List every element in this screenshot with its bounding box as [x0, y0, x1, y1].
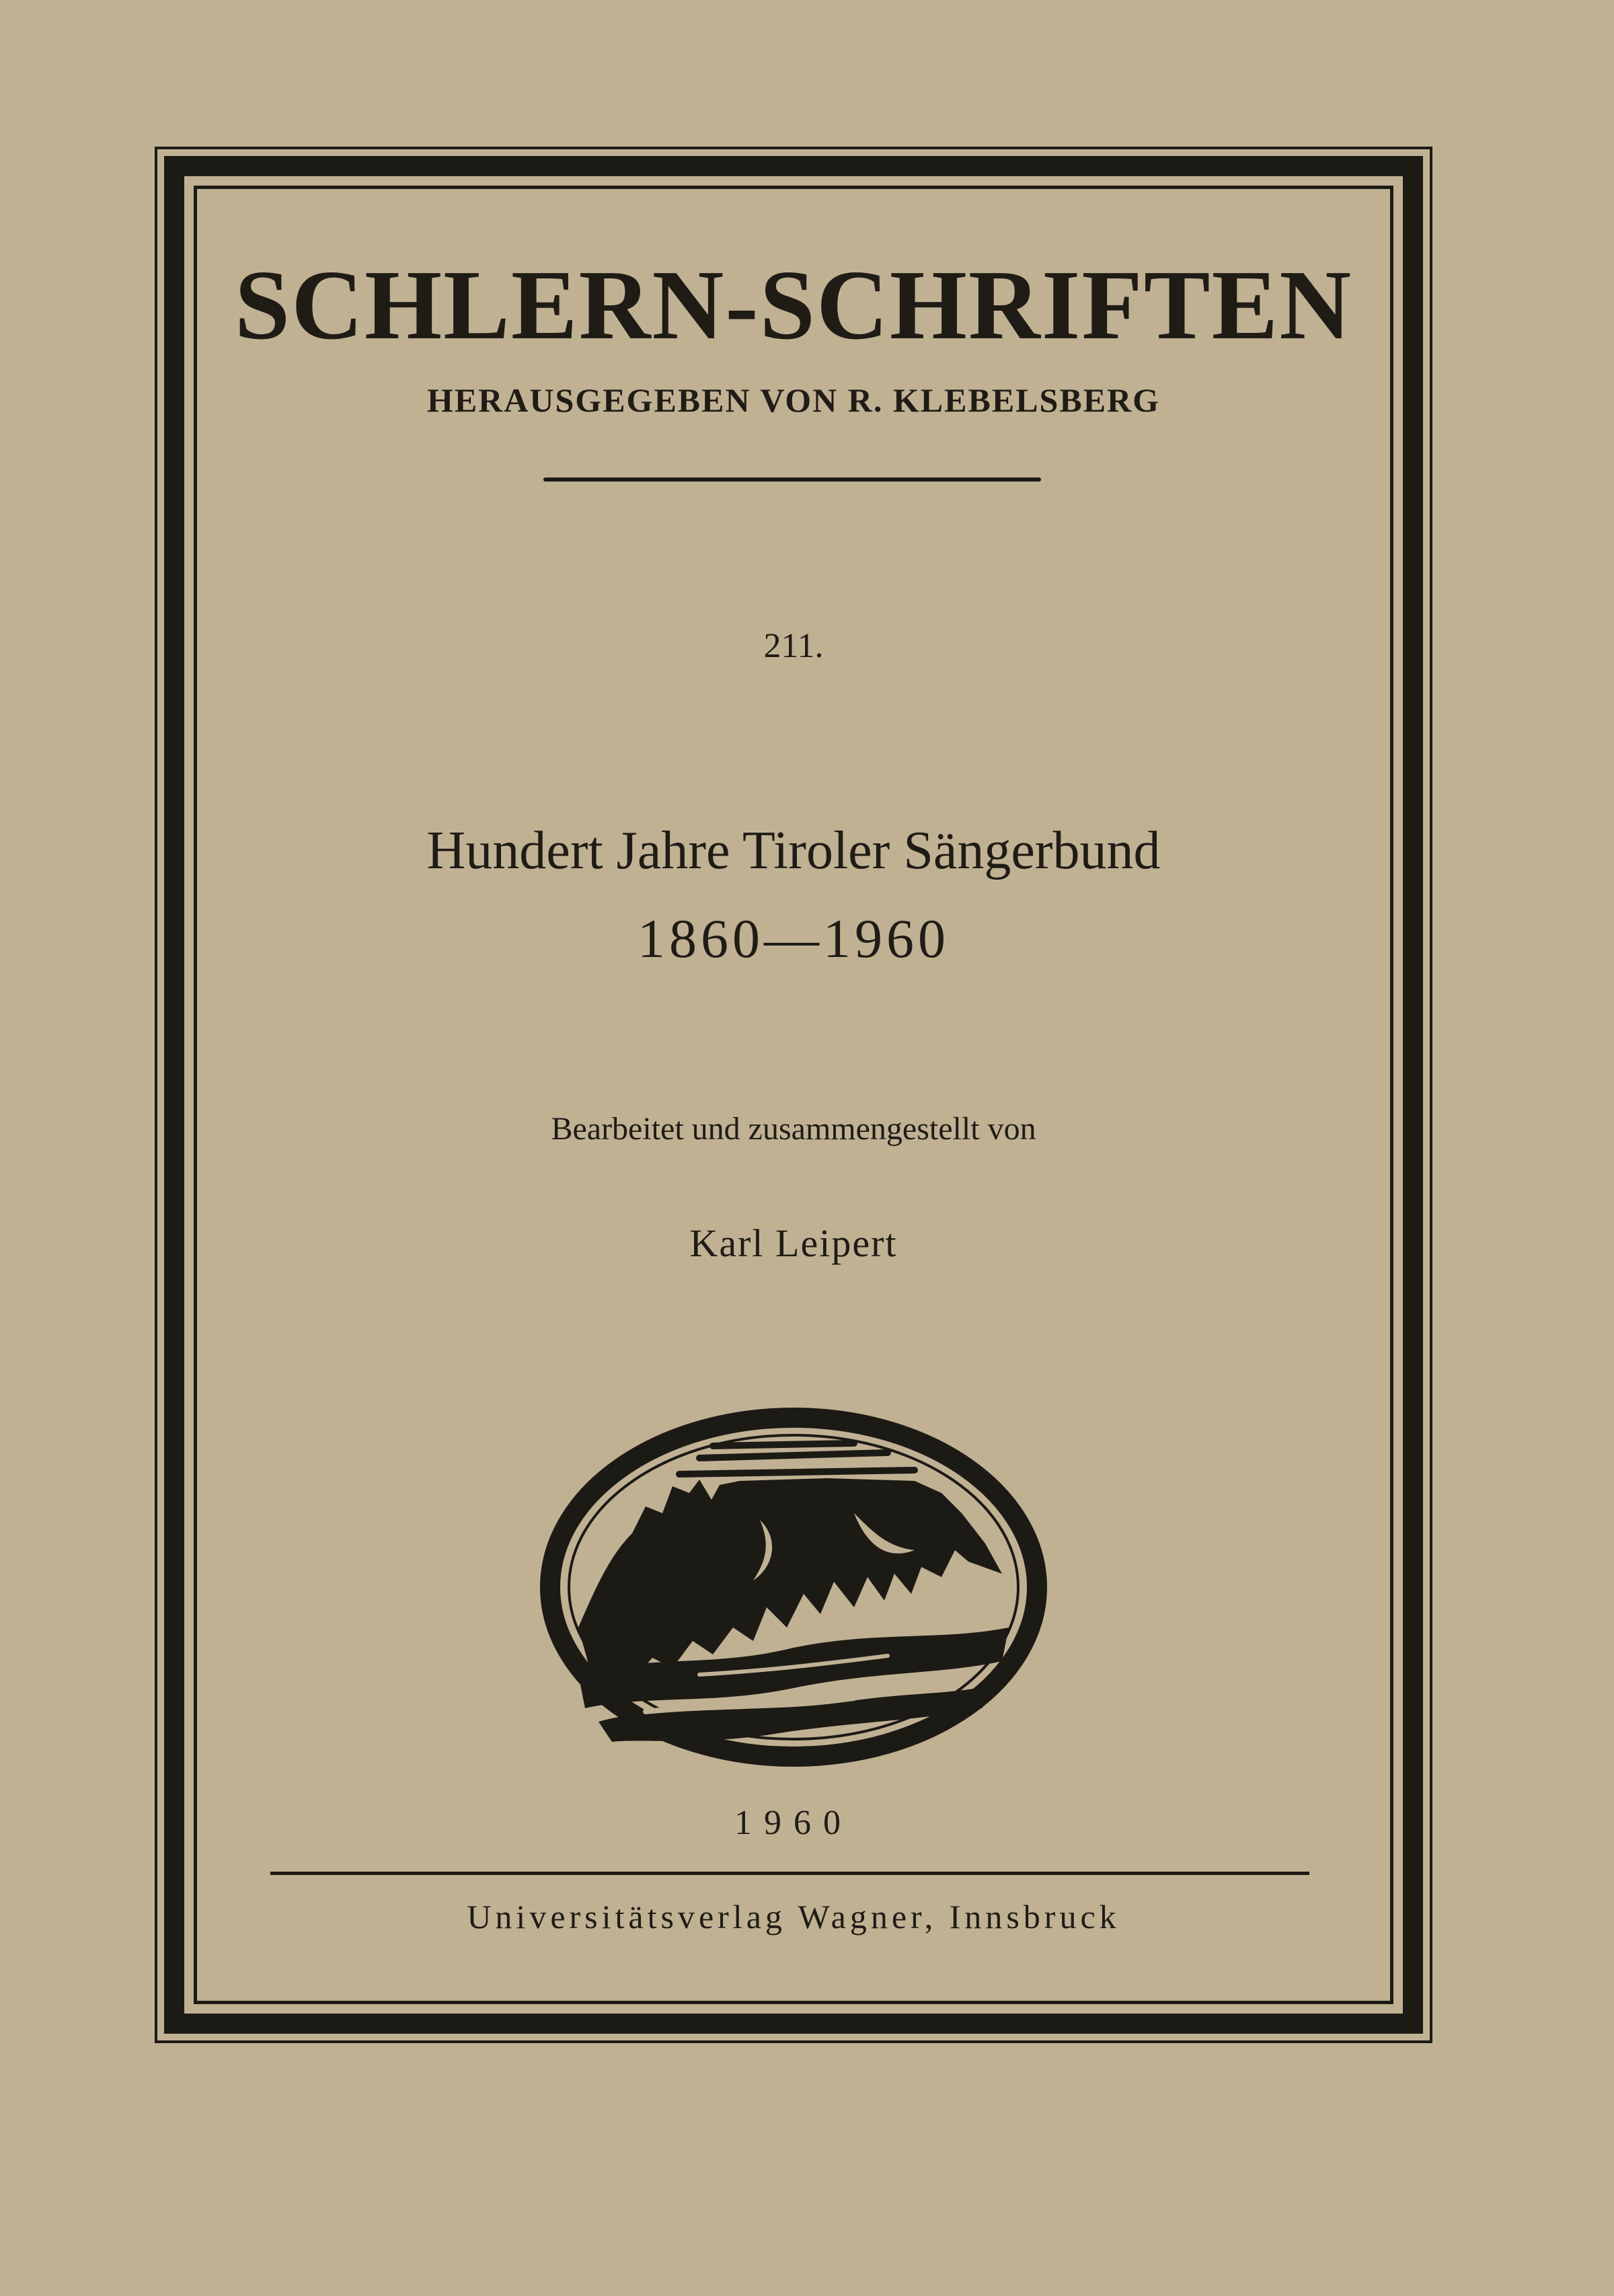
title-divider [543, 477, 1041, 482]
volume-number: 211. [763, 627, 824, 665]
publisher-line: Universitätsverlag Wagner, Innsbruck [467, 1898, 1120, 1936]
mountain-emblem-icon [538, 1406, 1049, 1769]
book-title: Hundert Jahre Tiroler Sängerbund [426, 821, 1161, 880]
editor-line: HERAUSGEGEBEN VON R. KLEBELSBERG [426, 381, 1161, 419]
publisher-divider [270, 1872, 1309, 1875]
year-range: 1860—1960 [638, 908, 950, 969]
series-title: SCHLERN-SCHRIFTEN [234, 250, 1353, 360]
author-name: Karl Leipert [689, 1221, 898, 1265]
publication-year: 1960 [734, 1804, 853, 1842]
credit-line: Bearbeitet und zusammengestellt von [551, 1111, 1036, 1147]
